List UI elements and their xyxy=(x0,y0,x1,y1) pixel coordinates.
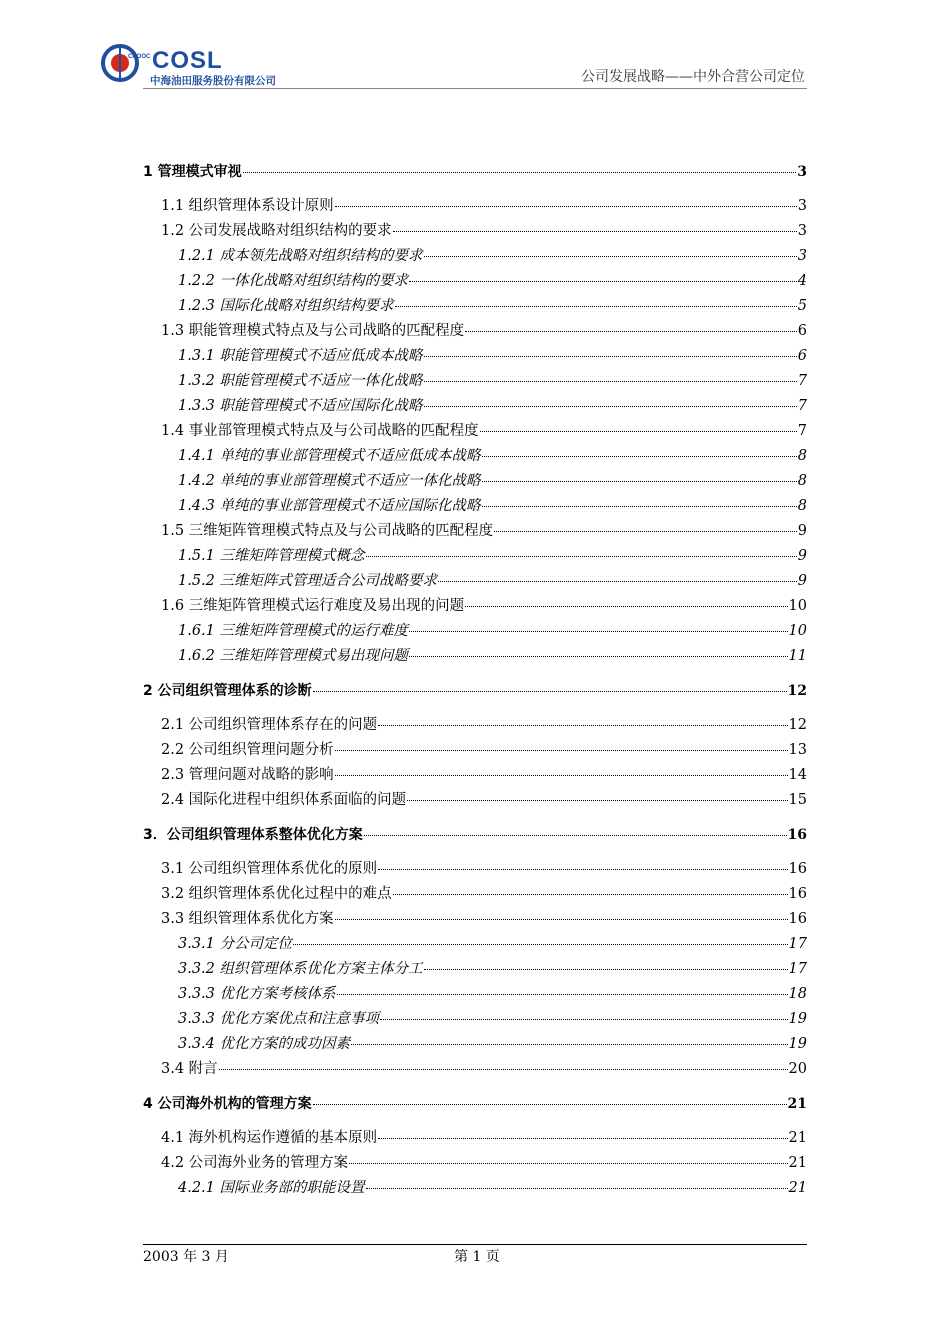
toc-leader-dots xyxy=(335,907,788,920)
toc-entry[interactable] xyxy=(143,219,807,244)
toc-leader-dots xyxy=(465,594,787,607)
toc-entry[interactable] xyxy=(143,1032,807,1057)
toc-entry-page: 8 xyxy=(797,473,807,489)
toc-entry-label: 3.3.3 优化方案优点和注意事项 xyxy=(178,1011,380,1027)
toc-entry[interactable] xyxy=(143,160,807,185)
toc-entry[interactable] xyxy=(143,244,807,269)
toc-entry-page: 12 xyxy=(787,683,807,699)
toc-leader-dots xyxy=(424,244,797,257)
toc-leader-dots xyxy=(393,882,788,895)
toc-leader-dots xyxy=(482,444,797,457)
toc-leader-dots xyxy=(335,763,788,776)
toc-entry-label: 1.3.2 职能管理模式不适应一体化战略 xyxy=(178,373,423,389)
toc-leader-dots xyxy=(409,644,788,657)
toc-entry-page: 7 xyxy=(797,398,807,414)
toc-leader-dots xyxy=(313,1092,787,1105)
toc-entry-page: 5 xyxy=(797,298,807,314)
toc-leader-dots xyxy=(407,788,787,801)
toc-leader-dots xyxy=(349,1151,787,1164)
toc-leader-dots xyxy=(424,957,788,970)
toc-entry-label: 3.3.4 优化方案的成功因素 xyxy=(178,1036,351,1052)
toc-entry-label: 2.1 公司组织管理体系存在的问题 xyxy=(161,717,378,733)
toc-entry-page: 3 xyxy=(797,223,807,239)
page-header xyxy=(0,0,950,90)
toc-entry[interactable] xyxy=(143,788,807,813)
toc-entry[interactable] xyxy=(143,369,807,394)
toc-entry[interactable] xyxy=(143,344,807,369)
toc-entry[interactable] xyxy=(143,1092,807,1117)
toc-entry-label: 3.3 组织管理体系优化方案 xyxy=(161,911,334,927)
toc-leader-dots xyxy=(395,294,797,307)
toc-entry[interactable] xyxy=(143,882,807,907)
toc-leader-dots xyxy=(219,1057,788,1070)
footer-divider xyxy=(143,1244,807,1245)
toc-entry-label: 1.6 三维矩阵管理模式运行难度及易出现的问题 xyxy=(161,598,465,614)
logo-badge: CNOOC xyxy=(128,54,151,60)
toc-entry-label: 2.4 国际化进程中组织体系面临的问题 xyxy=(161,792,407,808)
toc-entry-label: 4.2.1 国际业务部的职能设置 xyxy=(178,1180,365,1196)
toc-entry[interactable] xyxy=(143,419,807,444)
toc-leader-dots xyxy=(335,194,797,207)
toc-entry[interactable] xyxy=(143,1151,807,1176)
toc-entry-page: 3 xyxy=(797,164,807,180)
toc-leader-dots xyxy=(482,469,797,482)
toc-entry-label: 1.2.2 一体化战略对组织结构的要求 xyxy=(178,273,409,289)
toc-leader-dots xyxy=(366,1176,788,1189)
toc-entry-label: 3.3.1 分公司定位 xyxy=(178,936,293,952)
toc-entry[interactable] xyxy=(143,269,807,294)
toc-entry-page: 13 xyxy=(788,742,807,758)
toc-leader-dots xyxy=(482,494,797,507)
toc-leader-dots xyxy=(378,713,787,726)
toc-entry[interactable] xyxy=(143,319,807,344)
toc-entry-page: 15 xyxy=(788,792,807,808)
toc-entry-page: 10 xyxy=(788,623,807,639)
toc-entry[interactable] xyxy=(143,857,807,882)
toc-entry-label: 1 管理模式审视 xyxy=(143,164,242,180)
toc-entry-page: 9 xyxy=(797,548,807,564)
toc-entry-page: 21 xyxy=(787,1096,807,1112)
toc-entry-page: 16 xyxy=(788,886,807,902)
toc-leader-dots xyxy=(409,619,788,632)
toc-entry[interactable] xyxy=(143,494,807,519)
toc-leader-dots xyxy=(480,419,797,432)
toc-entry-label: 1.6.1 三维矩阵管理模式的运行难度 xyxy=(178,623,409,639)
toc-entry-page: 7 xyxy=(797,373,807,389)
toc-entry-page: 21 xyxy=(788,1155,807,1171)
toc-entry[interactable] xyxy=(143,619,807,644)
toc-leader-dots xyxy=(424,369,797,382)
toc-entry-label: 2.2 公司组织管理问题分析 xyxy=(161,742,334,758)
toc-entry-label: 1.2.3 国际化战略对组织结构要求 xyxy=(178,298,394,314)
toc-entry[interactable] xyxy=(143,544,807,569)
toc-leader-dots xyxy=(465,319,797,332)
toc-entry-label: 2 公司组织管理体系的诊断 xyxy=(143,683,312,699)
toc-entry-page: 8 xyxy=(797,498,807,514)
toc-leader-dots xyxy=(438,569,797,582)
toc-entry-page: 17 xyxy=(788,961,807,977)
toc-entry-label: 1.5 三维矩阵管理模式特点及与公司战略的匹配程度 xyxy=(161,523,494,539)
toc-leader-dots xyxy=(351,1032,788,1045)
toc-entry-label: 3．公司组织管理体系整体优化方案 xyxy=(143,827,363,843)
toc-leader-dots xyxy=(393,219,797,232)
toc-leader-dots xyxy=(378,857,787,870)
toc-entry-label: 2.3 管理问题对战略的影响 xyxy=(161,767,334,783)
toc-entry-page: 16 xyxy=(788,911,807,927)
toc-leader-dots xyxy=(409,269,797,282)
toc-entry-label: 3.4 附言 xyxy=(161,1061,218,1077)
toc-entry-page: 9 xyxy=(797,523,807,539)
toc-entry-label: 3.3.3 优化方案考核体系 xyxy=(178,986,336,1002)
toc-entry[interactable] xyxy=(143,679,807,704)
toc-entry-label: 3.2 组织管理体系优化过程中的难点 xyxy=(161,886,392,902)
toc-entry-page: 3 xyxy=(797,248,807,264)
toc-entry-label: 3.1 公司组织管理体系优化的原则 xyxy=(161,861,378,877)
toc-entry-page: 7 xyxy=(797,423,807,439)
toc-entry-page: 16 xyxy=(787,827,807,843)
cosl-logo xyxy=(100,38,315,88)
toc-entry[interactable] xyxy=(143,823,807,848)
toc-entry-page: 6 xyxy=(797,323,807,339)
toc-leader-dots xyxy=(313,679,787,692)
toc-leader-dots xyxy=(335,738,788,751)
toc-entry[interactable] xyxy=(143,738,807,763)
logo-subtext: 中海油田服务股份有限公司 xyxy=(150,75,276,87)
toc-entry-label: 1.5.2 三维矩阵式管理适合公司战略要求 xyxy=(178,573,438,589)
toc-entry[interactable] xyxy=(143,907,807,932)
footer-page-number: 第 1 页 xyxy=(454,1249,500,1265)
toc-entry-page: 9 xyxy=(797,573,807,589)
toc-entry[interactable] xyxy=(143,1126,807,1151)
toc-entry[interactable] xyxy=(143,519,807,544)
toc-entry-page: 17 xyxy=(788,936,807,952)
toc-entry[interactable] xyxy=(143,932,807,957)
toc-leader-dots xyxy=(424,394,797,407)
toc-entry-page: 8 xyxy=(797,448,807,464)
toc-entry-page: 19 xyxy=(788,1011,807,1027)
toc-entry-page: 18 xyxy=(788,986,807,1002)
toc-entry[interactable] xyxy=(143,594,807,619)
toc-entry-page: 3 xyxy=(797,198,807,214)
toc-entry[interactable] xyxy=(143,444,807,469)
toc-entry-label: 1.2 公司发展战略对组织结构的要求 xyxy=(161,223,392,239)
toc-leader-dots xyxy=(424,344,797,357)
toc-entry[interactable] xyxy=(143,294,807,319)
toc-entry-label: 1.2.1 成本领先战略对组织结构的要求 xyxy=(178,248,423,264)
toc-entry[interactable] xyxy=(143,763,807,788)
toc-leader-dots xyxy=(494,519,797,532)
toc-entry-page: 21 xyxy=(788,1130,807,1146)
toc-entry[interactable] xyxy=(143,469,807,494)
table-of-contents xyxy=(143,160,807,1201)
toc-entry-page: 10 xyxy=(788,598,807,614)
toc-entry-label: 1.4.2 单纯的事业部管理模式不适应一体化战略 xyxy=(178,473,481,489)
toc-entry-page: 4 xyxy=(797,273,807,289)
toc-entry-label: 1.3.1 职能管理模式不适应低成本战略 xyxy=(178,348,423,364)
toc-entry-label: 1.4 事业部管理模式特点及与公司战略的匹配程度 xyxy=(161,423,479,439)
toc-entry-page: 19 xyxy=(788,1036,807,1052)
toc-entry-label: 1.3 职能管理模式特点及与公司战略的匹配程度 xyxy=(161,323,465,339)
toc-entry-label: 4.1 海外机构运作遵循的基本原则 xyxy=(161,1130,378,1146)
toc-entry[interactable] xyxy=(143,194,807,219)
toc-entry[interactable] xyxy=(143,1007,807,1032)
toc-entry-label: 3.3.2 组织管理体系优化方案主体分工 xyxy=(178,961,423,977)
toc-entry-label: 1.5.1 三维矩阵管理模式概念 xyxy=(178,548,365,564)
toc-leader-dots xyxy=(243,160,797,173)
toc-leader-dots xyxy=(366,544,797,557)
toc-entry-page: 21 xyxy=(788,1180,807,1196)
logo-text: COSL xyxy=(152,47,223,74)
toc-entry[interactable] xyxy=(143,713,807,738)
toc-entry-label: 1.3.3 职能管理模式不适应国际化战略 xyxy=(178,398,423,414)
toc-entry-page: 14 xyxy=(788,767,807,783)
toc-entry-page: 16 xyxy=(788,861,807,877)
toc-entry[interactable] xyxy=(143,957,807,982)
toc-entry-label: 4 公司海外机构的管理方案 xyxy=(143,1096,312,1112)
toc-leader-dots xyxy=(378,1126,787,1139)
toc-entry-label: 1.6.2 三维矩阵管理模式易出现问题 xyxy=(178,648,409,664)
toc-entry-label: 1.1 组织管理体系设计原则 xyxy=(161,198,334,214)
toc-entry-page: 11 xyxy=(788,648,807,664)
toc-entry[interactable] xyxy=(143,569,807,594)
toc-entry[interactable] xyxy=(143,644,807,669)
footer-date: 2003 年 3 月 xyxy=(143,1249,229,1265)
toc-entry[interactable] xyxy=(143,982,807,1007)
toc-entry-page: 12 xyxy=(788,717,807,733)
header-title: 公司发展战略——中外合营公司定位 xyxy=(581,69,805,85)
toc-leader-dots xyxy=(337,982,788,995)
toc-entry[interactable] xyxy=(143,1057,807,1082)
toc-entry[interactable] xyxy=(143,1176,807,1201)
toc-leader-dots xyxy=(293,932,788,945)
toc-leader-dots xyxy=(364,823,787,836)
toc-entry-page: 20 xyxy=(788,1061,807,1077)
toc-entry-label: 4.2 公司海外业务的管理方案 xyxy=(161,1155,349,1171)
toc-entry[interactable] xyxy=(143,394,807,419)
toc-leader-dots xyxy=(380,1007,788,1020)
toc-entry-label: 1.4.1 单纯的事业部管理模式不适应低成本战略 xyxy=(178,448,481,464)
toc-entry-page: 6 xyxy=(797,348,807,364)
toc-entry-label: 1.4.3 单纯的事业部管理模式不适应国际化战略 xyxy=(178,498,481,514)
header-divider xyxy=(143,88,807,89)
